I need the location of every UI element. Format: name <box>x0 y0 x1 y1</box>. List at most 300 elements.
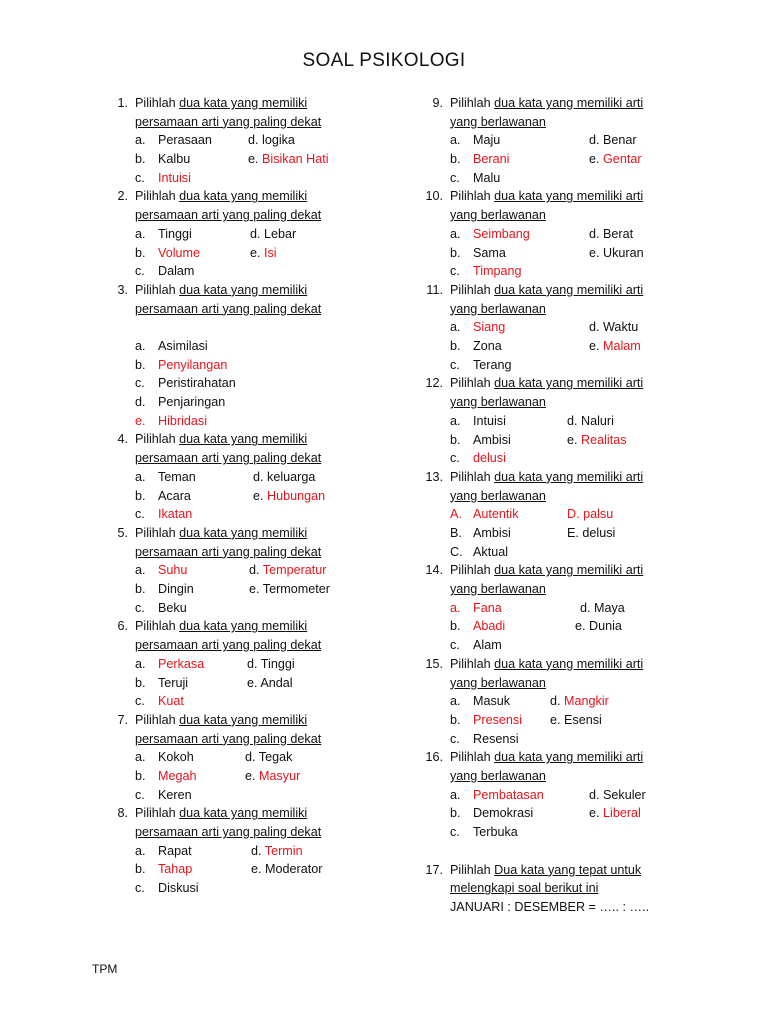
q4-e-option[interactable] <box>253 489 325 503</box>
q5-a-option[interactable] <box>135 563 187 577</box>
question-number: 17. <box>425 862 443 877</box>
question-number: 14. <box>425 563 443 578</box>
option-right <box>251 842 303 861</box>
option-letter: c. <box>135 264 145 279</box>
option-right <box>589 318 638 337</box>
option-letter: a. <box>450 133 461 148</box>
option-left <box>450 543 508 562</box>
q8-b-option[interactable] <box>135 862 192 876</box>
option-text: Tinggi <box>260 656 295 671</box>
option-letter: a. <box>135 226 146 241</box>
q11-b-option[interactable] <box>450 339 502 353</box>
options-list <box>420 225 670 281</box>
q10-a-option[interactable] <box>450 227 530 241</box>
q8-d-option[interactable] <box>251 844 303 858</box>
option-left <box>135 767 197 786</box>
prompt-underlined: dua kata yang memiliki <box>179 619 308 634</box>
option-letter: a. <box>135 563 146 578</box>
option-right <box>253 487 325 506</box>
option-row <box>450 449 670 468</box>
q12-b-option[interactable] <box>450 433 511 447</box>
option-left <box>135 561 187 580</box>
option-text: delusi <box>473 451 506 466</box>
prompt-underlined-2: yang berlawanan <box>450 208 546 223</box>
q10-d-option[interactable] <box>589 227 633 241</box>
option-letter: c. <box>450 731 460 746</box>
q11-a-option[interactable] <box>450 320 505 334</box>
option-right <box>589 244 644 263</box>
prompt-underlined: dua kata yang memiliki arti <box>494 96 644 110</box>
option-left <box>135 692 184 711</box>
option-right <box>550 711 602 730</box>
q4-d-option[interactable] <box>253 470 315 484</box>
options-list <box>420 412 670 468</box>
question-prompt-cont <box>105 636 405 655</box>
option-letter: e. <box>253 488 264 503</box>
option-text: Timpang <box>473 264 522 279</box>
q16-d-option[interactable] <box>589 788 646 802</box>
question-16 <box>420 748 670 860</box>
prompt-underlined: dua kata yang memiliki <box>179 96 308 110</box>
option-right <box>253 468 315 487</box>
q13-e-option[interactable] <box>567 526 615 540</box>
prompt-underlined: dua kata yang memiliki <box>179 432 308 447</box>
q2-c-option[interactable] <box>135 264 194 278</box>
question-prompt-cont <box>420 393 670 412</box>
option-row <box>135 561 405 580</box>
option-left <box>135 356 227 375</box>
option-row <box>135 337 405 356</box>
option-letter: e. <box>589 339 600 354</box>
q2-a-option[interactable] <box>135 227 192 241</box>
option-text: Autentik <box>473 507 519 522</box>
option-letter: c. <box>450 451 460 466</box>
option-text: Pembatasan <box>473 787 544 802</box>
q1-d-option[interactable] <box>248 133 295 147</box>
option-right <box>250 225 296 244</box>
q1-a-option[interactable] <box>135 133 212 147</box>
q6-c-option[interactable] <box>135 694 184 708</box>
option-left <box>450 711 522 730</box>
prompt-underlined-2: persamaan arti yang paling dekat <box>135 301 322 316</box>
q15-c-option[interactable] <box>450 732 519 746</box>
q14-a-option[interactable] <box>450 601 502 615</box>
q10-c-option[interactable] <box>450 264 522 278</box>
prompt-underlined: dua kata yang memiliki arti <box>494 563 644 578</box>
q4-b-option[interactable] <box>135 489 191 503</box>
q11-d-option[interactable] <box>589 320 638 334</box>
options-list <box>105 561 405 617</box>
prompt-underlined: dua kata yang memiliki <box>179 806 308 821</box>
option-row <box>135 244 405 263</box>
prompt-underlined: dua kata yang memiliki <box>179 712 308 727</box>
prompt-underlined-2: persamaan arti yang paling dekat <box>135 208 322 223</box>
question-prompt <box>420 861 670 880</box>
option-left <box>450 804 533 823</box>
option-right <box>245 748 292 767</box>
option-text: Suhu <box>158 563 188 578</box>
option-text: Teman <box>158 469 196 484</box>
option-left <box>450 131 500 150</box>
question-prompt-cont <box>105 300 405 319</box>
option-letter: b. <box>135 245 146 260</box>
option-row <box>450 262 670 281</box>
q3-b-option[interactable] <box>135 358 227 372</box>
options-list <box>105 131 405 187</box>
q7-d-option[interactable] <box>245 750 292 764</box>
q2-e-option[interactable] <box>250 246 277 260</box>
q13-c-option[interactable] <box>450 545 508 559</box>
q9-b-option[interactable] <box>450 152 509 166</box>
option-letter: e. <box>575 619 586 634</box>
option-text: Moderator <box>265 862 323 877</box>
prompt-prefix: Pilihlah <box>450 656 495 671</box>
question-number: 3. <box>117 282 128 297</box>
option-text: Demokrasi <box>473 806 534 821</box>
prompt-prefix: Pilihlah <box>450 750 495 765</box>
option-right <box>567 524 615 543</box>
q11-c-option[interactable] <box>450 358 512 372</box>
q2-d-option[interactable] <box>250 227 296 241</box>
question-5 <box>105 524 405 617</box>
q3-a-option[interactable] <box>135 339 208 353</box>
q9-d-option[interactable] <box>589 133 637 147</box>
option-text: Acara <box>158 488 191 503</box>
option-right <box>550 692 609 711</box>
options-list <box>105 748 405 804</box>
option-row <box>135 262 405 281</box>
q8-c-option[interactable] <box>135 881 199 895</box>
question-prompt-cont <box>105 823 405 842</box>
option-letter: c. <box>135 694 145 709</box>
q4-c-option[interactable] <box>135 507 192 521</box>
q13-d-option[interactable] <box>567 507 613 521</box>
option-text: palsu <box>583 507 614 522</box>
prompt-underlined: dua kata yang memiliki <box>179 525 308 540</box>
option-row <box>135 580 405 599</box>
prompt-underlined-2: yang berlawanan <box>450 582 546 597</box>
option-row <box>450 169 670 188</box>
option-text: Hubungan <box>267 488 326 503</box>
option-row <box>450 505 670 524</box>
option-text: Tegak <box>258 750 293 765</box>
prompt-underlined-2: yang berlawanan <box>450 114 546 129</box>
q3-c-option[interactable] <box>135 376 236 390</box>
option-row <box>450 617 670 636</box>
q8-e-option[interactable] <box>251 862 322 876</box>
q6-a-option[interactable] <box>135 657 204 671</box>
q10-b-option[interactable] <box>450 246 506 260</box>
option-text: Teruji <box>158 675 189 690</box>
prompt-underlined: dua kata yang memiliki arti <box>494 656 644 671</box>
question-2 <box>105 187 405 280</box>
prompt-underlined-2: persamaan arti yang paling dekat <box>135 114 322 129</box>
prompt-prefix: Pilihlah <box>135 189 180 204</box>
option-text: Waktu <box>603 320 639 335</box>
q7-b-option[interactable] <box>135 769 197 783</box>
q8-a-option[interactable] <box>135 844 192 858</box>
prompt-prefix: Pilihlah <box>135 619 180 634</box>
question-4 <box>105 430 405 523</box>
option-letter: c. <box>450 638 460 653</box>
q1-b-option[interactable] <box>135 152 190 166</box>
right-column <box>420 94 670 917</box>
q12-a-option[interactable] <box>450 414 506 428</box>
option-row <box>135 225 405 244</box>
q14-e-option[interactable] <box>575 619 622 633</box>
question-number: 13. <box>425 469 443 484</box>
q15-e-option[interactable] <box>550 713 602 727</box>
option-row <box>135 599 405 618</box>
question-prompt <box>105 711 405 730</box>
option-letter: c. <box>135 787 145 802</box>
prompt-prefix: Pilihlah <box>450 563 495 578</box>
q6-b-option[interactable] <box>135 676 188 690</box>
prompt-underlined: dua kata yang memiliki arti <box>494 750 644 765</box>
option-right <box>575 617 622 636</box>
question-prompt-cont <box>105 543 405 562</box>
prompt-underlined: dua kata yang memiliki arti <box>494 282 644 297</box>
q16-c-option[interactable] <box>450 825 518 839</box>
q5-e-option[interactable] <box>249 582 330 596</box>
option-text: Peristirahatan <box>158 376 236 391</box>
option-text: Terbuka <box>473 825 518 840</box>
option-right <box>245 767 300 786</box>
question-prompt-cont <box>105 449 405 468</box>
q13-a-option[interactable] <box>450 507 519 521</box>
option-row <box>450 730 670 749</box>
option-row <box>450 318 670 337</box>
option-text: Alam <box>473 638 502 653</box>
question-prompt-cont <box>420 767 670 786</box>
q16-b-option[interactable] <box>450 806 533 820</box>
q11-e-option[interactable] <box>589 339 641 353</box>
question-prompt <box>105 524 405 543</box>
option-letter: a. <box>135 469 146 484</box>
option-text: Termometer <box>262 582 330 597</box>
question-prompt <box>105 281 405 300</box>
option-letter: C. <box>450 544 463 559</box>
option-row <box>450 786 670 805</box>
q5-d-option[interactable] <box>249 563 327 577</box>
option-left <box>135 393 225 412</box>
question-prompt <box>420 94 670 113</box>
option-right <box>250 244 277 263</box>
option-letter: B. <box>450 525 462 540</box>
option-left <box>450 244 506 263</box>
option-left <box>135 150 190 169</box>
option-text: Mangkir <box>564 694 609 709</box>
option-text: Abadi <box>473 619 506 634</box>
option-right <box>248 150 329 169</box>
option-row <box>450 524 670 543</box>
question-number: 1. <box>117 96 128 110</box>
question-prompt-cont <box>105 730 405 749</box>
option-letter: b. <box>450 152 461 167</box>
prompt-prefix: Pilihlah <box>135 525 180 540</box>
options-list <box>420 786 670 842</box>
prompt-prefix: Pilihlah <box>450 469 495 484</box>
prompt-underlined-2: persamaan arti yang paling dekat <box>135 544 322 559</box>
question-prompt <box>105 187 405 206</box>
option-letter: e. <box>135 413 146 428</box>
q7-a-option[interactable] <box>135 750 194 764</box>
option-letter: b. <box>135 582 146 597</box>
option-row <box>450 131 670 150</box>
option-right <box>247 674 293 693</box>
option-row <box>450 337 670 356</box>
prompt-underlined-2: persamaan arti yang paling dekat <box>135 451 322 466</box>
option-left <box>135 674 188 693</box>
option-letter: a. <box>135 843 146 858</box>
option-letter: a. <box>450 320 461 335</box>
q9-c-option[interactable] <box>450 171 500 185</box>
option-letter: b. <box>135 862 146 877</box>
option-letter: a. <box>450 600 461 615</box>
option-text: Megah <box>158 768 197 783</box>
option-right <box>589 804 641 823</box>
q3-d-option[interactable] <box>135 395 225 409</box>
question-number: 16. <box>425 750 443 765</box>
option-right <box>589 150 642 169</box>
q5-c-option[interactable] <box>135 601 187 615</box>
option-letter: a. <box>450 413 461 428</box>
question-number: 7. <box>117 712 128 727</box>
q9-e-option[interactable] <box>589 152 642 166</box>
option-text: Dunia <box>589 619 622 634</box>
q10-e-option[interactable] <box>589 246 644 260</box>
option-letter: e. <box>247 675 258 690</box>
question-6 <box>105 617 405 710</box>
option-letter: b. <box>135 488 146 503</box>
option-letter: d. <box>247 656 258 671</box>
option-text: Malu <box>473 170 501 185</box>
option-letter: d. <box>248 133 259 148</box>
question-prompt <box>105 430 405 449</box>
option-row <box>135 150 405 169</box>
prompt-prefix: Pilihlah <box>450 96 495 110</box>
q12-c-option[interactable] <box>450 451 506 465</box>
q1-c-option[interactable] <box>135 171 191 185</box>
option-left <box>450 356 512 375</box>
option-letter: b. <box>450 432 461 447</box>
q16-a-option[interactable] <box>450 788 544 802</box>
option-left <box>450 599 502 618</box>
option-letter: e. <box>589 806 600 821</box>
option-row <box>450 543 670 562</box>
option-letter: E. <box>567 525 579 540</box>
q4-a-option[interactable] <box>135 470 196 484</box>
q7-e-option[interactable] <box>245 769 300 783</box>
option-left <box>135 337 208 356</box>
q2-b-option[interactable] <box>135 246 200 260</box>
q12-d-option[interactable] <box>567 414 614 428</box>
option-left <box>450 505 519 524</box>
option-row <box>135 356 405 375</box>
option-text: Termin <box>264 843 303 858</box>
option-letter: e. <box>550 712 561 727</box>
option-right <box>248 131 295 150</box>
option-left <box>450 318 505 337</box>
q3-e-option[interactable] <box>135 414 207 428</box>
option-right <box>567 431 627 450</box>
option-text: Penjaringan <box>158 395 226 410</box>
option-text: Aktual <box>473 544 509 559</box>
question-prompt <box>420 561 670 580</box>
question-prompt-cont <box>420 113 670 132</box>
option-left <box>135 879 199 898</box>
option-text: Benar <box>603 133 637 148</box>
option-letter: e. <box>589 152 600 167</box>
option-row <box>135 487 405 506</box>
question-prompt-cont <box>420 674 670 693</box>
prompt-prefix: Pilihlah <box>135 806 180 821</box>
q13-b-option[interactable] <box>450 526 511 540</box>
q12-e-option[interactable] <box>567 433 627 447</box>
question-number: 10. <box>425 189 443 204</box>
option-letter: e. <box>249 582 260 597</box>
option-text: logika <box>262 133 295 148</box>
question-13 <box>420 468 670 561</box>
option-row <box>135 468 405 487</box>
option-letter: d. <box>580 600 591 615</box>
q1-e-option[interactable] <box>248 152 329 166</box>
prompt-prefix: Pilihlah <box>135 282 180 297</box>
options-list <box>420 599 670 655</box>
option-text: Sama <box>473 245 506 260</box>
q14-b-option[interactable] <box>450 619 505 633</box>
option-text: Diskusi <box>158 881 199 896</box>
question-prompt-cont <box>420 487 670 506</box>
prompt-underlined-2: persamaan arti yang paling dekat <box>135 638 322 653</box>
option-right <box>249 561 327 580</box>
option-left <box>135 468 196 487</box>
option-row <box>450 711 670 730</box>
option-letter: a. <box>450 694 461 709</box>
option-row <box>135 374 405 393</box>
q5-b-option[interactable] <box>135 582 194 596</box>
q15-a-option[interactable] <box>450 694 510 708</box>
question-number: 11. <box>426 282 443 297</box>
question-prompt <box>420 468 670 487</box>
q14-d-option[interactable] <box>580 601 625 615</box>
option-row <box>450 412 670 431</box>
option-letter: a. <box>135 750 146 765</box>
option-left <box>135 505 192 524</box>
q6-d-option[interactable] <box>247 657 295 671</box>
option-left <box>450 337 502 356</box>
q9-a-option[interactable] <box>450 133 500 147</box>
q15-b-option[interactable] <box>450 713 522 727</box>
options-list <box>420 505 670 561</box>
q6-e-option[interactable] <box>247 676 293 690</box>
prompt-prefix: Pilihlah <box>135 712 180 727</box>
q14-c-option[interactable] <box>450 638 502 652</box>
option-letter: e. <box>245 768 256 783</box>
option-text: Resensi <box>473 731 519 746</box>
option-letter: d. <box>589 226 600 241</box>
q7-c-option[interactable] <box>135 788 192 802</box>
question-prompt <box>420 187 670 206</box>
option-left <box>450 431 511 450</box>
q15-d-option[interactable] <box>550 694 609 708</box>
question-prompt <box>420 655 670 674</box>
spacer <box>105 318 405 337</box>
option-letter: d. <box>550 694 561 709</box>
spacer <box>420 842 670 861</box>
q16-e-option[interactable] <box>589 806 641 820</box>
question-prompt-cont <box>420 300 670 319</box>
